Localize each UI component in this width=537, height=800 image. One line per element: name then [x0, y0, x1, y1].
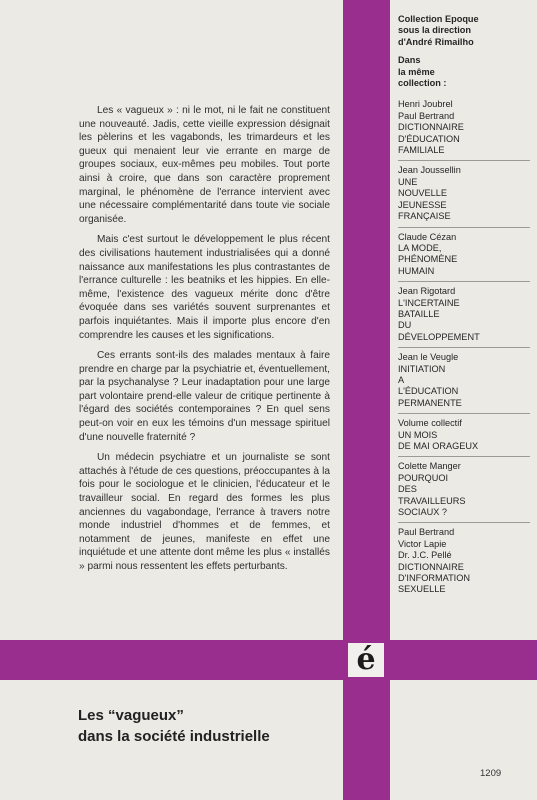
entry-title-line: NOUVELLE: [398, 188, 448, 199]
horizontal-purple-band: [0, 640, 537, 680]
entry-title-line: JEUNESSE: [398, 199, 447, 210]
blurb-paragraph: Les « vagueux » : ni le mot, ni le fait ne constituent une nouveauté. Jadis, cette vieille expression désignait les pèlerins et les vagabonds, les trimardeurs et les gueux qui menaient leur vie errante en marge de groupes sociaux, eux-mêmes peu mobiles. Tout porte ainsi à croire, que dans son caractère proprement marginal, le phénomène de l'errance intervient avec une nécessaire complémentarité dans toute vie sociale organisée.: [79, 105, 330, 225]
entry-title-line: A: [398, 374, 405, 385]
entry-title-line: L'INCERTAINE: [398, 297, 460, 308]
collection-entry: [398, 160, 530, 226]
collection-entry: [398, 522, 530, 599]
collection-entry: [398, 413, 530, 456]
blurb-paragraph: Un médecin psychiatre et un journaliste se sont attachés à l'étude de ces questions, préoccupantes à la fois pour le sociologue et le clinicien, l'éducateur et le travailleur social. En regard des formes les plus anciennes du vagabondage, l'errance à travers notre monde industriel d'hommes et de femmes, et notamment de jeunes, manifeste en effet une inquiétude et une attente dont même les plus « installés » parmi nous ressentent les effets perturbants.: [79, 452, 330, 572]
entry-title-line: DÉVELOPPEMENT: [398, 331, 480, 342]
entry-title-line: SEXUELLE: [398, 584, 446, 595]
entry-title-line: UN MOIS: [398, 429, 438, 440]
entry-title-line: DE MAI ORAGEUX: [398, 441, 479, 451]
collection-entry: [398, 95, 530, 160]
blurb-paragraph: Mais c'est surtout le développement le plus récent des civilisations hautement industrialisées qui a donné naissance aux manifestations les plus contrastantes de l'errance culturelle : les beatniks et les hippies. En elle-même, l'existence des vagueux mérite donc d'être évoquée dans ses variétés souvent surprenantes et parfois inquiétantes. Mais il importe plus encore d'en comprendre les causes et les significations.: [79, 234, 330, 341]
entry-title-line: PERMANENTE: [398, 397, 462, 408]
entry-author: Henri Joubrel: [398, 99, 453, 110]
collection-entry: [398, 347, 530, 413]
collection-sidebar: [398, 14, 530, 600]
series-line: Collection Epoque: [398, 14, 479, 24]
entry-title-line: BATAILLE: [398, 308, 440, 319]
entry-title-line: D'ÉDUCATION: [398, 133, 460, 144]
collection-entry: [398, 456, 530, 522]
entry-title-line: DES: [398, 484, 417, 495]
blurb-text: [79, 104, 330, 581]
series-heading: [398, 14, 530, 48]
entry-author: Jean Joussellin: [398, 165, 461, 176]
entry-author: Volume collectif: [398, 418, 462, 429]
entry-title-line: Dr. J.C. Pellé: [398, 550, 452, 561]
entry-title-line: FAMILIALE: [398, 145, 445, 156]
entry-title-line: LA MODE,: [398, 242, 442, 253]
entry-author: Colette Manger: [398, 461, 461, 472]
book-title-line: dans la société industrielle: [78, 728, 270, 745]
entry-title-line: FRANÇAISE: [398, 211, 451, 222]
series-line: d'André Rimailho: [398, 36, 474, 47]
catalog-number: 1209: [480, 768, 502, 779]
series-line: sous la direction: [398, 25, 472, 36]
same-collection-line: la même: [398, 66, 435, 77]
same-collection-line: collection :: [398, 78, 447, 89]
entry-title-line: INITIATION: [398, 363, 446, 374]
collection-entry: [398, 227, 530, 282]
publisher-logo: é: [348, 643, 384, 677]
entry-title-line: PHÉNOMÈNE: [398, 254, 458, 265]
entry-author: Jean le Veugle: [398, 352, 459, 363]
collection-entry: [398, 281, 530, 347]
entry-title-line: D'INFORMATION: [398, 573, 471, 584]
entry-title-line: Paul Bertrand: [398, 110, 455, 121]
vertical-purple-band: [343, 0, 390, 800]
entry-author: Jean Rigotard: [398, 286, 456, 297]
entry-author: Paul Bertrand: [398, 527, 455, 538]
entry-title-line: DICTIONNAIRE: [398, 561, 464, 572]
book-title: [78, 705, 270, 747]
blurb-paragraph: Ces errants sont-ils des malades mentaux à faire prendre en charge par la psychiatrie et, éventuellement, par la psychanalyse ? Leur inadaptation pour une large part volontaire prend-elle valeur de critique pertinente à l'égard des sociétés contemporaines ? En quel sens peut-on voir en eux les témoins d'un message spirituel d'une nouvelle fraternité ?: [79, 350, 330, 443]
entry-title-line: TRAVAILLEURS: [398, 495, 466, 506]
entry-title-line: HUMAIN: [398, 265, 435, 276]
same-collection-heading: [398, 55, 530, 89]
entry-title-line: DICTIONNAIRE: [398, 122, 464, 133]
entry-author: Claude Cézan: [398, 231, 457, 242]
collection-entries: [398, 95, 530, 599]
entry-title-line: L'ÉDUCATION: [398, 386, 459, 397]
same-collection-line: Dans: [398, 55, 421, 66]
entry-title-line: DU: [398, 320, 412, 331]
entry-title-line: Victor Lapie: [398, 538, 447, 549]
entry-title-line: UNE: [398, 176, 418, 187]
book-title-line: Les “vagueux”: [78, 707, 184, 724]
entry-title-line: POURQUOI: [398, 472, 449, 483]
entry-title-line: SOCIAUX ?: [398, 507, 448, 518]
